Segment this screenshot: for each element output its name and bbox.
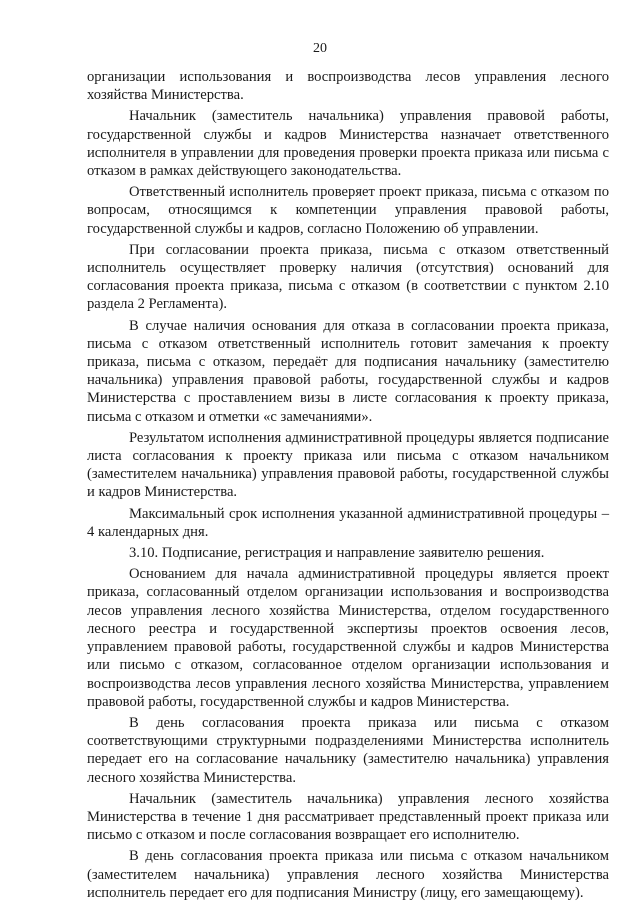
section-heading-3-10: 3.10. Подписание, регистрация и направление заявителю решения. xyxy=(129,545,545,562)
paragraph-executor-checks: Ответственный исполнитель проверяет проект приказа, письма с отказом по вопросам, относящимся к компетенции управления правовой работы, государственной службы и кадров, согласно Положению об управлении. xyxy=(87,184,609,237)
paragraph-refusal-remarks: В случае наличия основания для отказа в согласовании проекта приказа, письма с отказом ответственный исполнитель готовит замечания к проекту приказа, письма с отказом, передаёт для подписания начальнику (заместителю начальника) управления правовой работы, государственной службы и кадров Министерства с проставлением визы в листе согласования к проекту приказа, письма с отказом и отметки «с замечаниями». xyxy=(87,317,609,425)
paragraph-grounds-check: При согласовании проекта приказа, письма с отказом ответственный исполнитель осуществляет проверку наличия (отсутствия) оснований для согласования проекта приказа, письма с отказом (в соответствии с пунктом 2.10 раздела 2 Регламента). xyxy=(87,241,609,313)
page-number: 20 xyxy=(313,41,327,56)
document-body xyxy=(87,68,609,905)
paragraph-head-appoints-executor: Начальник (заместитель начальника) управления правовой работы, государственной службы и кадров Министерства назначает ответственного исполнителя в управлении для проведения проверки проекта приказа или письма с отказом в рамках действующего законодательства. xyxy=(87,108,609,180)
paragraph-continuation: организации использования и воспроизводства лесов управления лесного хозяйства Министерства. xyxy=(87,69,609,104)
paragraph-max-term: Максимальный срок исполнения указанной административной процедуры – 4 календарных дня. xyxy=(87,505,609,540)
paragraph-head-review: Начальник (заместитель начальника) управления лесного хозяйства Министерства в течение 1 дня рассматривает представленный проект приказа или письмо с отказом и после согласования возвращает его исполнителю. xyxy=(87,790,609,844)
paragraph-approval-day: В день согласования проекта приказа или письма с отказом соответствующими структурными подразделениями Министерства исполнитель передает его на согласование начальнику (заместителю начальника) управления лесного хозяйства Министерства. xyxy=(87,714,609,786)
paragraph-procedure-result: Результатом исполнения административной процедуры является подписание листа согласования к проекту приказа или письма с отказом начальником (заместителем начальника) управления правовой работы, государственной службы и кадров Министерства. xyxy=(87,429,609,501)
paragraph-procedure-basis: Основанием для начала административной процедуры является проект приказа, согласованный отделом организации использования и воспроизводства лесов управления лесного хозяйства Министерства, отделом государственного лесного реестра и государственной экспертизы проектов освоения лесов, управлением правовой работы, государственной службы и кадров Министерства или письмо с отказом, согласованное отделом организации использования и воспроизводства лесов управления лесного хозяйства Министерства, управлением правовой работы, государственной службы и кадров Министерства. xyxy=(87,566,609,710)
paragraph-minister-signing: В день согласования проекта приказа или письма с отказом начальником (заместителем начальника) управления лесного хозяйства Министерства исполнитель передает его для подписания Министру (лицу, его замещающему). xyxy=(87,848,609,901)
